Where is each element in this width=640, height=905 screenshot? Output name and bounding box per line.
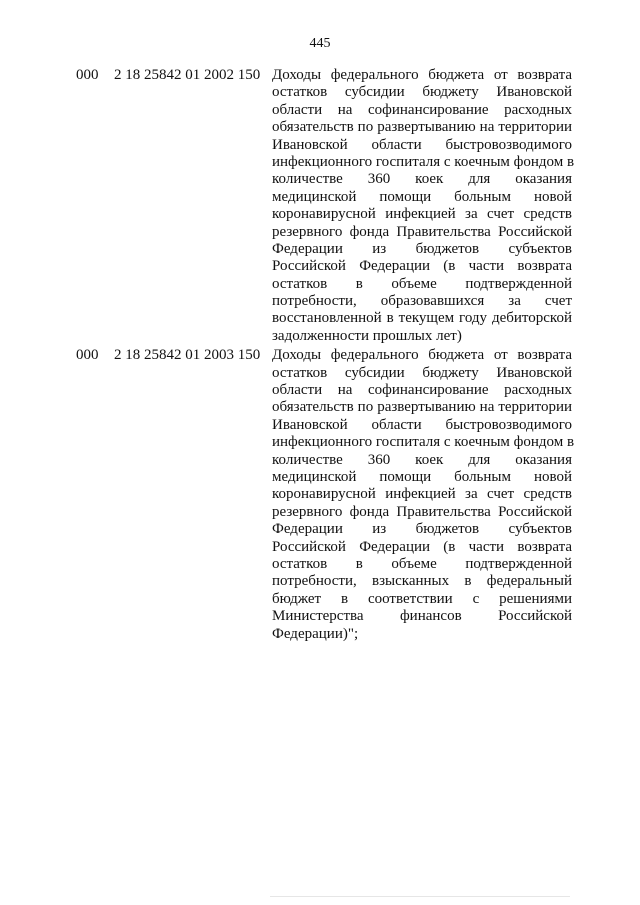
entry-description (272, 67, 575, 345)
description-line: Российской Федерации (в части возврата (272, 538, 572, 555)
admin-code: 000 (76, 67, 99, 83)
description-line: коронавирусной инфекцией за счет средств (272, 206, 572, 223)
description-line: медицинской помощи больным новой (272, 468, 572, 485)
description-line: количестве 360 коек для оказания (272, 171, 572, 188)
description-line: Ивановской области быстровозводимого (272, 416, 572, 433)
description-line: остатков в объеме подтвержденной (272, 275, 572, 292)
description-line: Федерации)"; (272, 625, 359, 642)
description-line: Доходы федерального бюджета от возврата (272, 67, 572, 83)
description-line: потребности, взысканных в федеральный (272, 573, 572, 590)
budget-code-entry-2 (0, 347, 640, 643)
description-line: остатков субсидии бюджету Ивановской (272, 364, 572, 381)
description-line: инфекционного госпиталя с коечным фондом в (272, 153, 575, 170)
description-line: Министерства финансов Российской (272, 608, 572, 625)
classification-code: 2 18 25842 01 2003 150 (114, 347, 261, 364)
description-line: Федерации из бюджетов субъектов (272, 521, 572, 538)
description-line: остатков субсидии бюджету Ивановской (272, 84, 572, 101)
entry-description (272, 347, 575, 643)
description-line: Ивановской области быстровозводимого (272, 136, 572, 153)
description-line: инфекционного госпиталя с коечным фондом в (272, 434, 575, 451)
description-line: обязательств по развертыванию на территории (272, 399, 572, 416)
bottom-scan-edge (270, 896, 570, 897)
description-line: области на софинансирование расходных (272, 101, 572, 118)
description-line: медицинской помощи больным новой (272, 188, 572, 205)
description-line: обязательств по развертыванию на территории (272, 119, 572, 136)
description-line: потребности, образовавшихся за счет (272, 293, 572, 310)
admin-code: 000 (76, 347, 99, 364)
budget-code-list (0, 67, 640, 645)
description-line: коронавирусной инфекцией за счет средств (272, 486, 572, 503)
description-line: восстановленной в текущем году дебиторской (272, 310, 572, 327)
page-number: 445 (309, 36, 331, 51)
description-line: количестве 360 коек для оказания (272, 451, 572, 468)
description-line: Федерации из бюджетов субъектов (272, 240, 572, 257)
description-line: области на софинансирование расходных (272, 382, 572, 399)
description-line: остатков в объеме подтвержденной (272, 555, 572, 572)
budget-code-entry-1 (0, 67, 640, 345)
description-line: резервного фонда Правительства Российской (272, 223, 572, 240)
description-line: резервного фонда Правительства Российской (272, 503, 572, 520)
description-line: задолженности прошлых лет) (272, 327, 462, 344)
description-line: бюджет в соответствии с решениями (272, 590, 572, 607)
description-line: Российской Федерации (в части возврата (272, 258, 572, 275)
classification-code: 2 18 25842 01 2002 150 (114, 67, 261, 83)
description-line: Доходы федерального бюджета от возврата (272, 347, 572, 364)
